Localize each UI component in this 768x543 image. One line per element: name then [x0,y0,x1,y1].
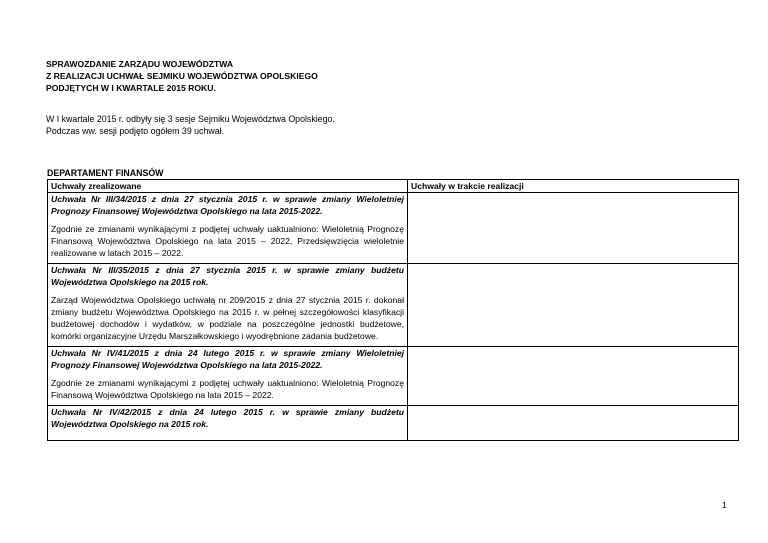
resolution-title: Uchwała Nr IV/42/2015 z dnia 24 lutego 2015 r. w sprawie zmiany budżetu Województwa Opolskiego na 2015 rok. [51,407,404,429]
table-row [48,347,739,406]
column-header-in-progress: Uchwały w trakcie realizacji [408,180,739,193]
table-row [48,264,739,347]
resolution-title: Uchwała Nr IV/41/2015 z dnia 24 lutego 2015 r. w sprawie zmiany Wieloletniej Prognozy Finansowej Województwa Opolskiego na lata 2015-2022. [51,348,404,370]
realized-cell [48,264,408,347]
resolution-title: Uchwała Nr III/34/2015 z dnia 27 stycznia 2015 r. w sprawie zmiany Wieloletniej Prognozy Finansowej Województwa Opolskiego na lata 2015-2022. [51,194,404,216]
realized-cell [48,406,408,441]
heading-line-3: PODJĘTYCH W I KWARTALE 2015 ROKU. [46,83,216,93]
report-heading [46,58,318,94]
in-progress-cell [408,264,739,347]
department-title: DEPARTAMENT FINANSÓW [47,168,164,178]
resolution-description: Zgodnie ze zmianami wynikającymi z podjętej uchwały uaktualniono: Wieloletnią Prognozę Finansową Województwa Opolskiego na lata 2015 – 2022. [51,378,404,400]
resolution-description: Zgodnie ze zmianami wynikającymi z podjętej uchwały uaktualniono: Wieloletnią Prognozę Finansową Województwa Opolskiego na lata 2015 – 2022, Przedsięwzięcia wieloletnie realizowane w latach 2015 – 2022. [51,224,404,258]
intro-line-1: W I kwartale 2015 r. odbyły się 3 sesje Sejmiku Województwa Opolskiego. [46,114,335,124]
realized-cell [48,193,408,264]
resolutions-table [47,179,739,441]
heading-line-1: SPRAWOZDANIE ZARZĄDU WOJEWÓDZTWA [46,59,234,69]
heading-line-2: Z REALIZACJI UCHWAŁ SEJMIKU WOJEWÓDZTWA OPOLSKIEGO [46,71,318,81]
realized-cell [48,347,408,406]
resolution-title: Uchwała Nr III/35/2015 z dnia 27 stycznia 2015 r. w sprawie zmiany budżetu Województwa Opolskiego na 2015 rok. [51,265,404,287]
page-number: 1 [722,500,727,510]
in-progress-cell [408,406,739,441]
column-header-realized: Uchwały zrealizowane [48,180,408,193]
in-progress-cell [408,347,739,406]
intro-paragraph [46,113,335,137]
intro-line-2: Podczas ww. sesji podjęto ogółem 39 uchwał. [46,126,224,136]
table-row [48,193,739,264]
table-row [48,406,739,441]
in-progress-cell [408,193,739,264]
table-header-row [48,180,739,193]
resolution-description: Zarząd Województwa Opolskiego uchwałą nr 209/2015 z dnia 27 stycznia 2015 r. dokonał zmiany budżetu Województwa Opolskiego na 2015 r. w pełnej szczegółowości klasyfikacji budżetowej dochodów i wydatków, w podziale na poszczególne jednostki budżetowe, komórki organizacyjne Urzędu Marszałkowskiego i wyodrębnione zadania budżetowe. [51,295,404,341]
